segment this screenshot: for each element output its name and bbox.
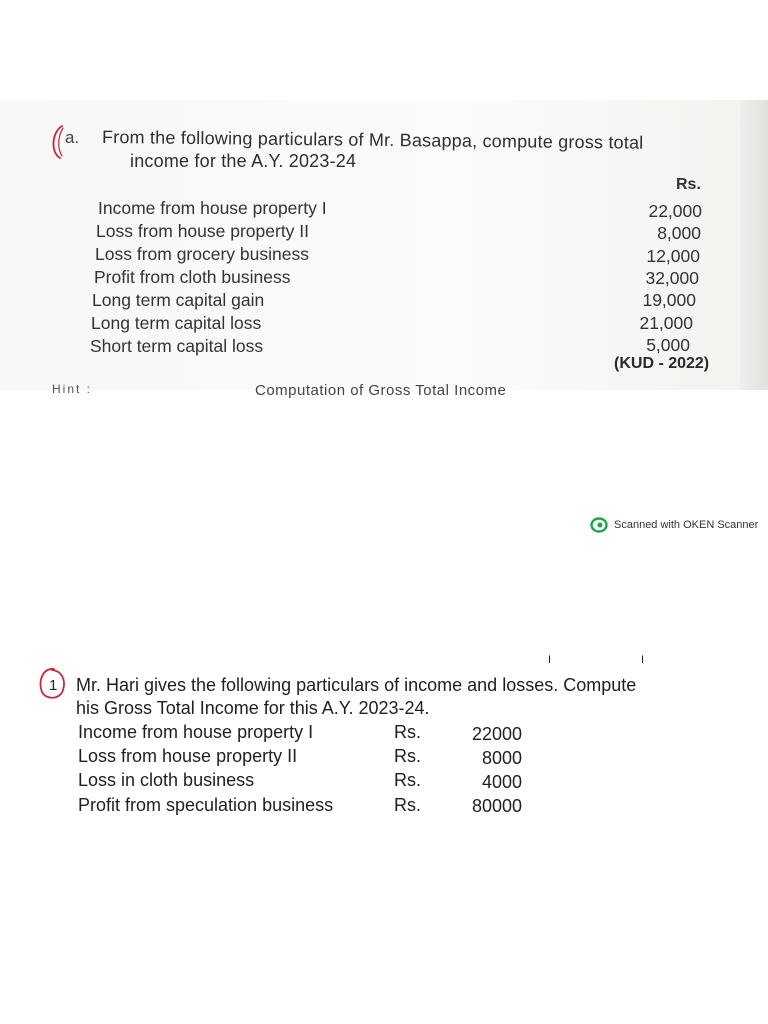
currency-header: Rs.	[676, 176, 701, 193]
particular-label: Loss from house property II	[96, 221, 310, 241]
particular-value: 12,000	[646, 246, 700, 266]
particular-value: 32,000	[645, 268, 699, 288]
particular-label: Profit from speculation business	[78, 795, 334, 815]
handwritten-circled-number-icon	[36, 666, 70, 702]
particular-label: Loss in cloth business	[78, 770, 255, 790]
particular-amount: 22000	[471, 724, 522, 744]
question-text-line-1: Mr. Hari gives the following particulars of income and losses. Compute	[76, 675, 637, 695]
particular-amount: 80000	[471, 796, 522, 816]
scanner-text: Scanned with OKEN Scanner	[614, 519, 759, 531]
hint-label-cut: Hint :	[52, 382, 93, 396]
pen-tick-mark: I	[548, 654, 552, 666]
particular-label: Short term capital loss	[90, 336, 264, 356]
particular-value: 21,000	[639, 313, 693, 333]
oken-scanner-logo-icon	[590, 517, 608, 533]
question-1-photo	[0, 630, 768, 870]
question-text-line-1: From the following particulars of Mr. Basappa, compute gross total	[101, 127, 644, 153]
currency-label: Rs.	[394, 770, 421, 790]
question-text-line-2: his Gross Total Income for this A.Y. 2023-24.	[76, 698, 430, 718]
currency-label: Rs.	[394, 722, 421, 742]
particular-label: Income from house property I	[98, 198, 327, 218]
particular-value: 8,000	[657, 223, 701, 243]
svg-text:1: 1	[49, 677, 58, 694]
particular-label: Loss from grocery business	[95, 244, 309, 264]
question-a-photo	[0, 100, 768, 399]
pen-tick-mark: I	[641, 654, 645, 666]
question-number: a.	[65, 128, 80, 147]
particular-value: 5,000	[646, 335, 690, 355]
currency-label: Rs.	[394, 795, 421, 815]
particular-label: Loss from house property II	[78, 746, 298, 766]
exam-source-tag: (KUD - 2022)	[614, 355, 710, 372]
particular-value: 22,000	[648, 201, 702, 221]
particular-label: Long term capital gain	[92, 290, 265, 310]
scanner-watermark	[590, 517, 758, 533]
particular-amount: 4000	[481, 772, 522, 792]
currency-label: Rs.	[394, 746, 421, 766]
question-text-line-2: income for the A.Y. 2023-24	[130, 151, 357, 171]
cut-off-heading: Computation of Gross Total Income	[255, 382, 507, 399]
particular-label: Long term capital loss	[91, 313, 262, 333]
particular-label: Income from house property I	[78, 722, 314, 742]
particular-amount: 8000	[481, 748, 522, 768]
particular-value: 19,000	[642, 290, 696, 310]
particular-label: Profit from cloth business	[94, 267, 291, 287]
page-edge-shadow	[740, 100, 768, 390]
